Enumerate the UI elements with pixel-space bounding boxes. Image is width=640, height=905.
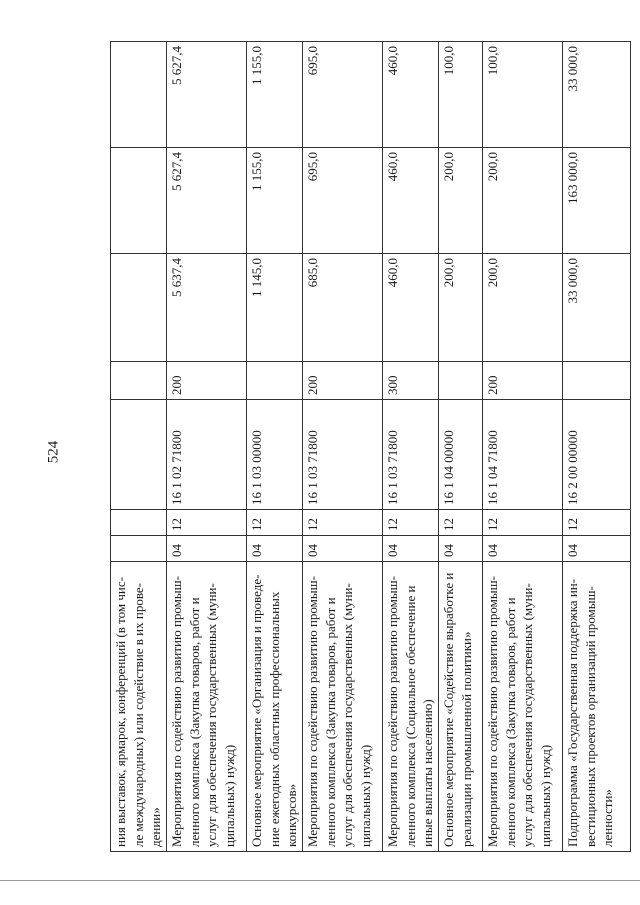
ministry-code: 04 (303, 536, 383, 562)
row-name: Подпрограмма «Государственная поддержка ин-вестиционных проектов организаций промыш-ленности» (563, 562, 631, 852)
amount-year-1: 1 145,0 (247, 254, 303, 362)
amount-year-3: 1 155,0 (247, 42, 303, 148)
table-row (167, 42, 247, 852)
table-row (111, 42, 167, 852)
page-bottom-edge (0, 880, 640, 881)
amount-year-1: 460,0 (383, 254, 439, 362)
row-name: ния выставок, ярмарок, конференций (в том чис-ле международных) или содействие в их прове-дении» (111, 562, 167, 852)
amount-year-2: 695,0 (303, 148, 383, 254)
row-name: Основное мероприятие «Содействие выработке и реализации промышленной политики» (439, 562, 483, 852)
ministry-code: 04 (383, 536, 439, 562)
ministry-code: 04 (439, 536, 483, 562)
row-name: Мероприятия по содействию развитию промыш-ленного комплекса (Закупка товаров, работ и услуг для обеспечения государственных (муни-ципальных) нужд) (483, 562, 563, 852)
ministry-code: 04 (563, 536, 631, 562)
amount-year-3: 100,0 (439, 42, 483, 148)
row-name: Мероприятия по содействию развитию промыш-ленного комплекса (Закупка товаров, работ и услуг для обеспечения государственных (муни-ципальных) нужд) (303, 562, 383, 852)
expense-type-code: 200 (303, 362, 383, 400)
ministry-code: 04 (247, 536, 303, 562)
section-code: 12 (439, 510, 483, 536)
expense-type-code: 200 (167, 362, 247, 400)
table-row (383, 42, 439, 852)
target-article-code: 16 1 03 00000 (247, 400, 303, 510)
section-code: 12 (383, 510, 439, 536)
expense-type-code (247, 362, 303, 400)
target-article-code: 16 1 02 71800 (167, 400, 247, 510)
table-row (247, 42, 303, 852)
amount-year-2: 163 000,0 (563, 148, 631, 254)
section-code: 12 (563, 510, 631, 536)
amount-year-2: 200,0 (483, 148, 563, 254)
expense-type-code: 200 (483, 362, 563, 400)
row-name: Мероприятия по содействию развитию промыш-ленного комплекса (Закупка товаров, работ и услуг для обеспечения государственных (муни-ципальных) нужд) (167, 562, 247, 852)
amount-year-3: 460,0 (383, 42, 439, 148)
budget-table-container (110, 42, 630, 852)
amount-year-2 (111, 148, 167, 254)
expense-type-code (563, 362, 631, 400)
target-article-code: 16 1 04 71800 (483, 400, 563, 510)
amount-year-3 (111, 42, 167, 148)
amount-year-1: 33 000,0 (563, 254, 631, 362)
target-article-code (111, 400, 167, 510)
expense-type-code: 300 (383, 362, 439, 400)
budget-table (110, 41, 631, 852)
amount-year-2: 1 155,0 (247, 148, 303, 254)
table-row (439, 42, 483, 852)
table-row (563, 42, 631, 852)
ministry-code (111, 536, 167, 562)
amount-year-1: 685,0 (303, 254, 383, 362)
amount-year-2: 5 627,4 (167, 148, 247, 254)
ministry-code: 04 (167, 536, 247, 562)
amount-year-1: 200,0 (439, 254, 483, 362)
amount-year-2: 200,0 (439, 148, 483, 254)
amount-year-3: 5 627,4 (167, 42, 247, 148)
section-code (111, 510, 167, 536)
target-article-code: 16 1 04 00000 (439, 400, 483, 510)
target-article-code: 16 2 00 00000 (563, 400, 631, 510)
table-row (303, 42, 383, 852)
target-article-code: 16 1 03 71800 (303, 400, 383, 510)
section-code: 12 (247, 510, 303, 536)
amount-year-2: 460,0 (383, 148, 439, 254)
ministry-code: 04 (483, 536, 563, 562)
expense-type-code (439, 362, 483, 400)
amount-year-1 (111, 254, 167, 362)
amount-year-3: 100,0 (483, 42, 563, 148)
row-name: Основное мероприятие «Организация и проведе-ние ежегодных областных профессиональных конкурсов» (247, 562, 303, 852)
section-code: 12 (483, 510, 563, 536)
amount-year-1: 200,0 (483, 254, 563, 362)
expense-type-code (111, 362, 167, 400)
amount-year-3: 33 000,0 (563, 42, 631, 148)
amount-year-3: 695,0 (303, 42, 383, 148)
page-number: 524 (45, 440, 62, 464)
target-article-code: 16 1 03 71800 (383, 400, 439, 510)
section-code: 12 (303, 510, 383, 536)
row-name: Мероприятия по содействию развитию промыш-ленного комплекса (Социальное обеспечение и иные выплаты населению) (383, 562, 439, 852)
amount-year-1: 5 637,4 (167, 254, 247, 362)
table-row (483, 42, 563, 852)
section-code: 12 (167, 510, 247, 536)
